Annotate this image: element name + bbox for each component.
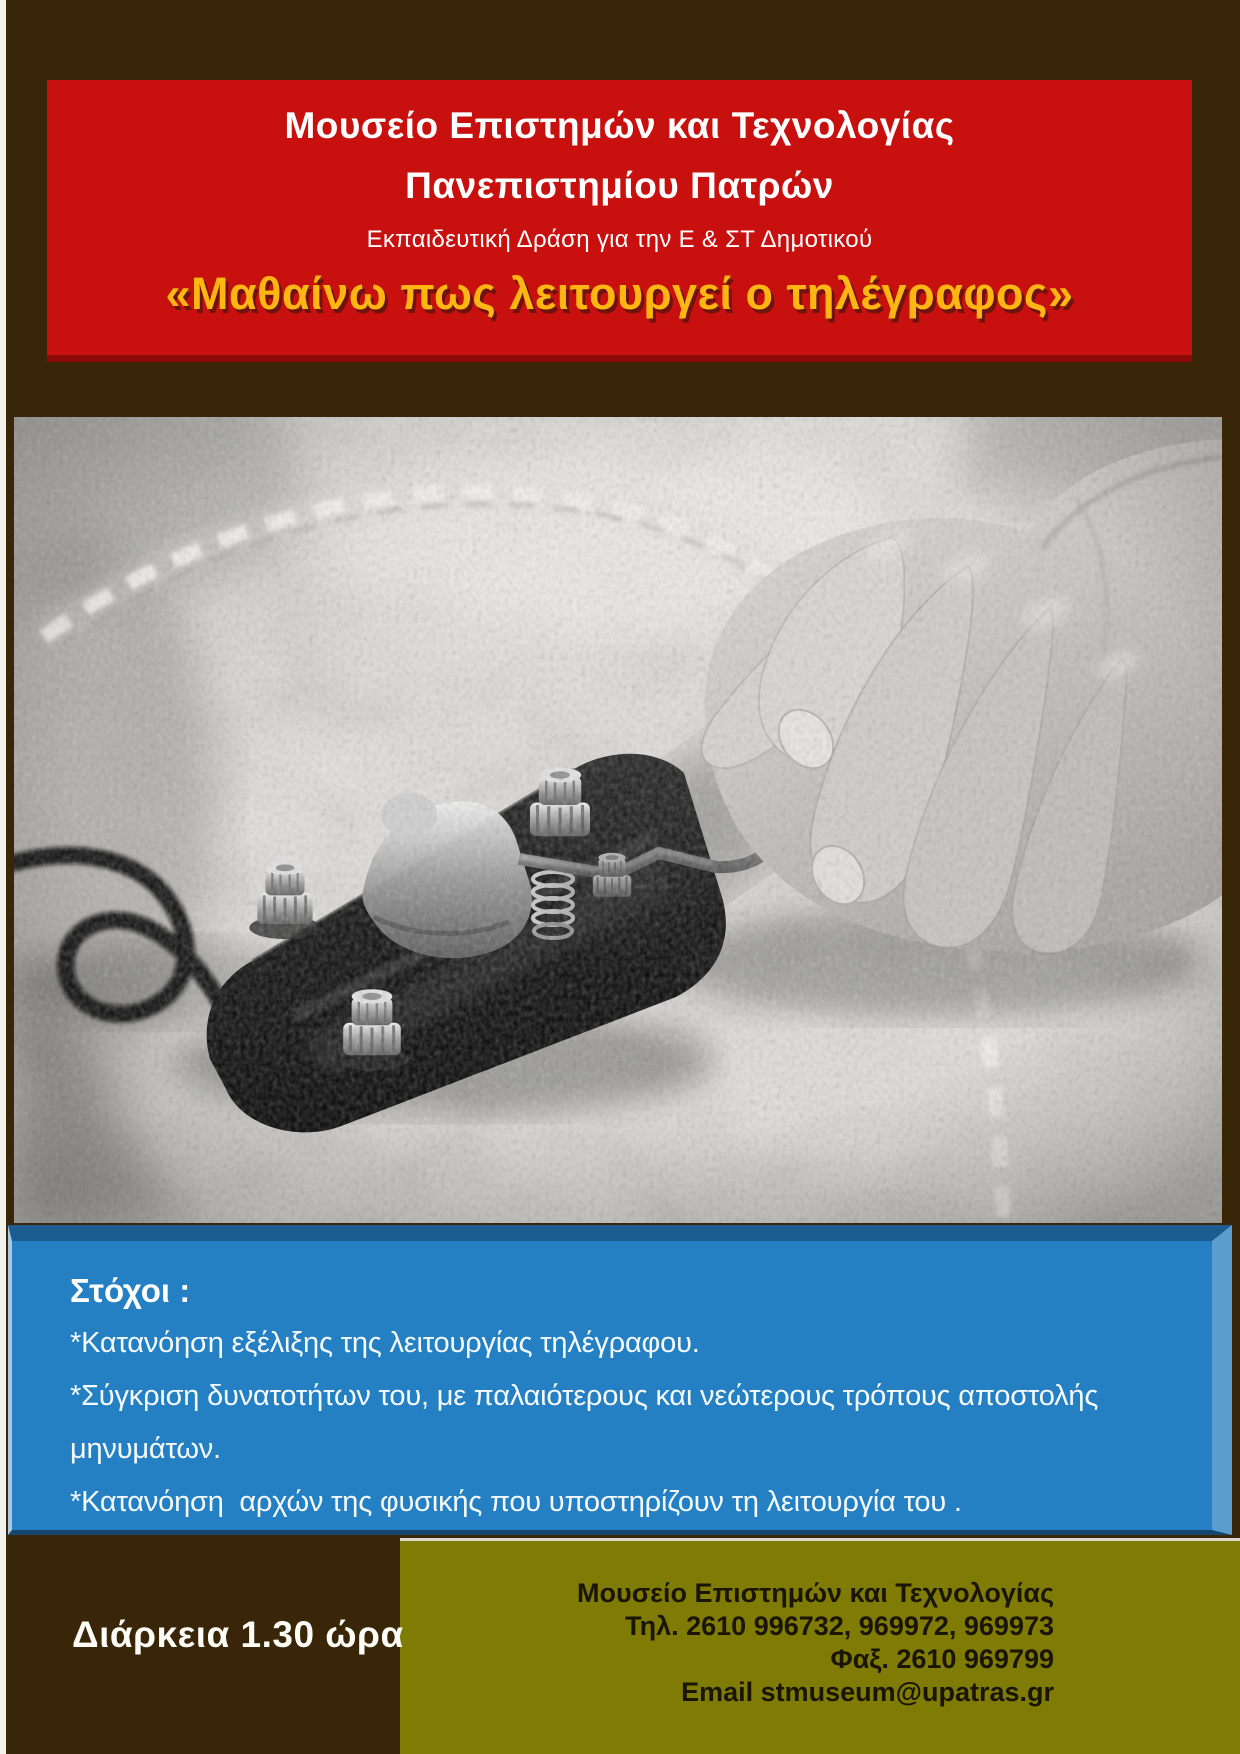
objectives-box bbox=[8, 1225, 1232, 1535]
contact-fax: Φαξ. 2610 969799 bbox=[830, 1644, 1054, 1674]
duration-label: Διάρκεια 1.30 ώρα bbox=[72, 1614, 404, 1655]
objectives-heading: Στόχοι : bbox=[70, 1272, 191, 1309]
objective-line: *Κατανόηση αρχών της φυσικής που υποστηρίζουν τη λειτουργία του . bbox=[70, 1486, 962, 1518]
page-edge-strip bbox=[0, 0, 6, 1754]
title-banner bbox=[47, 80, 1192, 362]
contact-email: Email stmuseum@upatras.gr bbox=[681, 1677, 1054, 1707]
museum-title-line2: Πανεπιστημίου Πατρών bbox=[405, 165, 834, 206]
vignette-overlay bbox=[14, 417, 1222, 1223]
telegraph-photo bbox=[14, 417, 1222, 1223]
objective-line: μηνυμάτων. bbox=[70, 1433, 221, 1465]
activity-headline: «Μαθαίνω πως λειτουργεί ο τηλέγραφος» bbox=[165, 268, 1074, 319]
banner-subtitle: Εκπαιδευτική Δράση για την Ε & ΣΤ Δημοτικού bbox=[366, 226, 873, 253]
contact-museum-name: Μουσείο Επιστημών και Τεχνολογίας bbox=[577, 1578, 1054, 1608]
contact-panel bbox=[400, 1538, 1240, 1754]
objective-line: *Σύγκριση δυνατοτήτων του, με παλαιότερους και νεώτερους τρόπους αποστολής bbox=[70, 1380, 1099, 1412]
contact-block bbox=[400, 1541, 1240, 1709]
museum-title-line1: Μουσείο Επιστημών και Τεχνολογίας bbox=[284, 105, 955, 146]
contact-phone: Τηλ. 2610 996732, 969972, 969973 bbox=[625, 1611, 1054, 1641]
objective-line: *Κατανόηση εξέλιξης της λειτουργίας τηλέγραφου. bbox=[70, 1327, 700, 1359]
telegraph-photo-svg bbox=[14, 417, 1222, 1223]
